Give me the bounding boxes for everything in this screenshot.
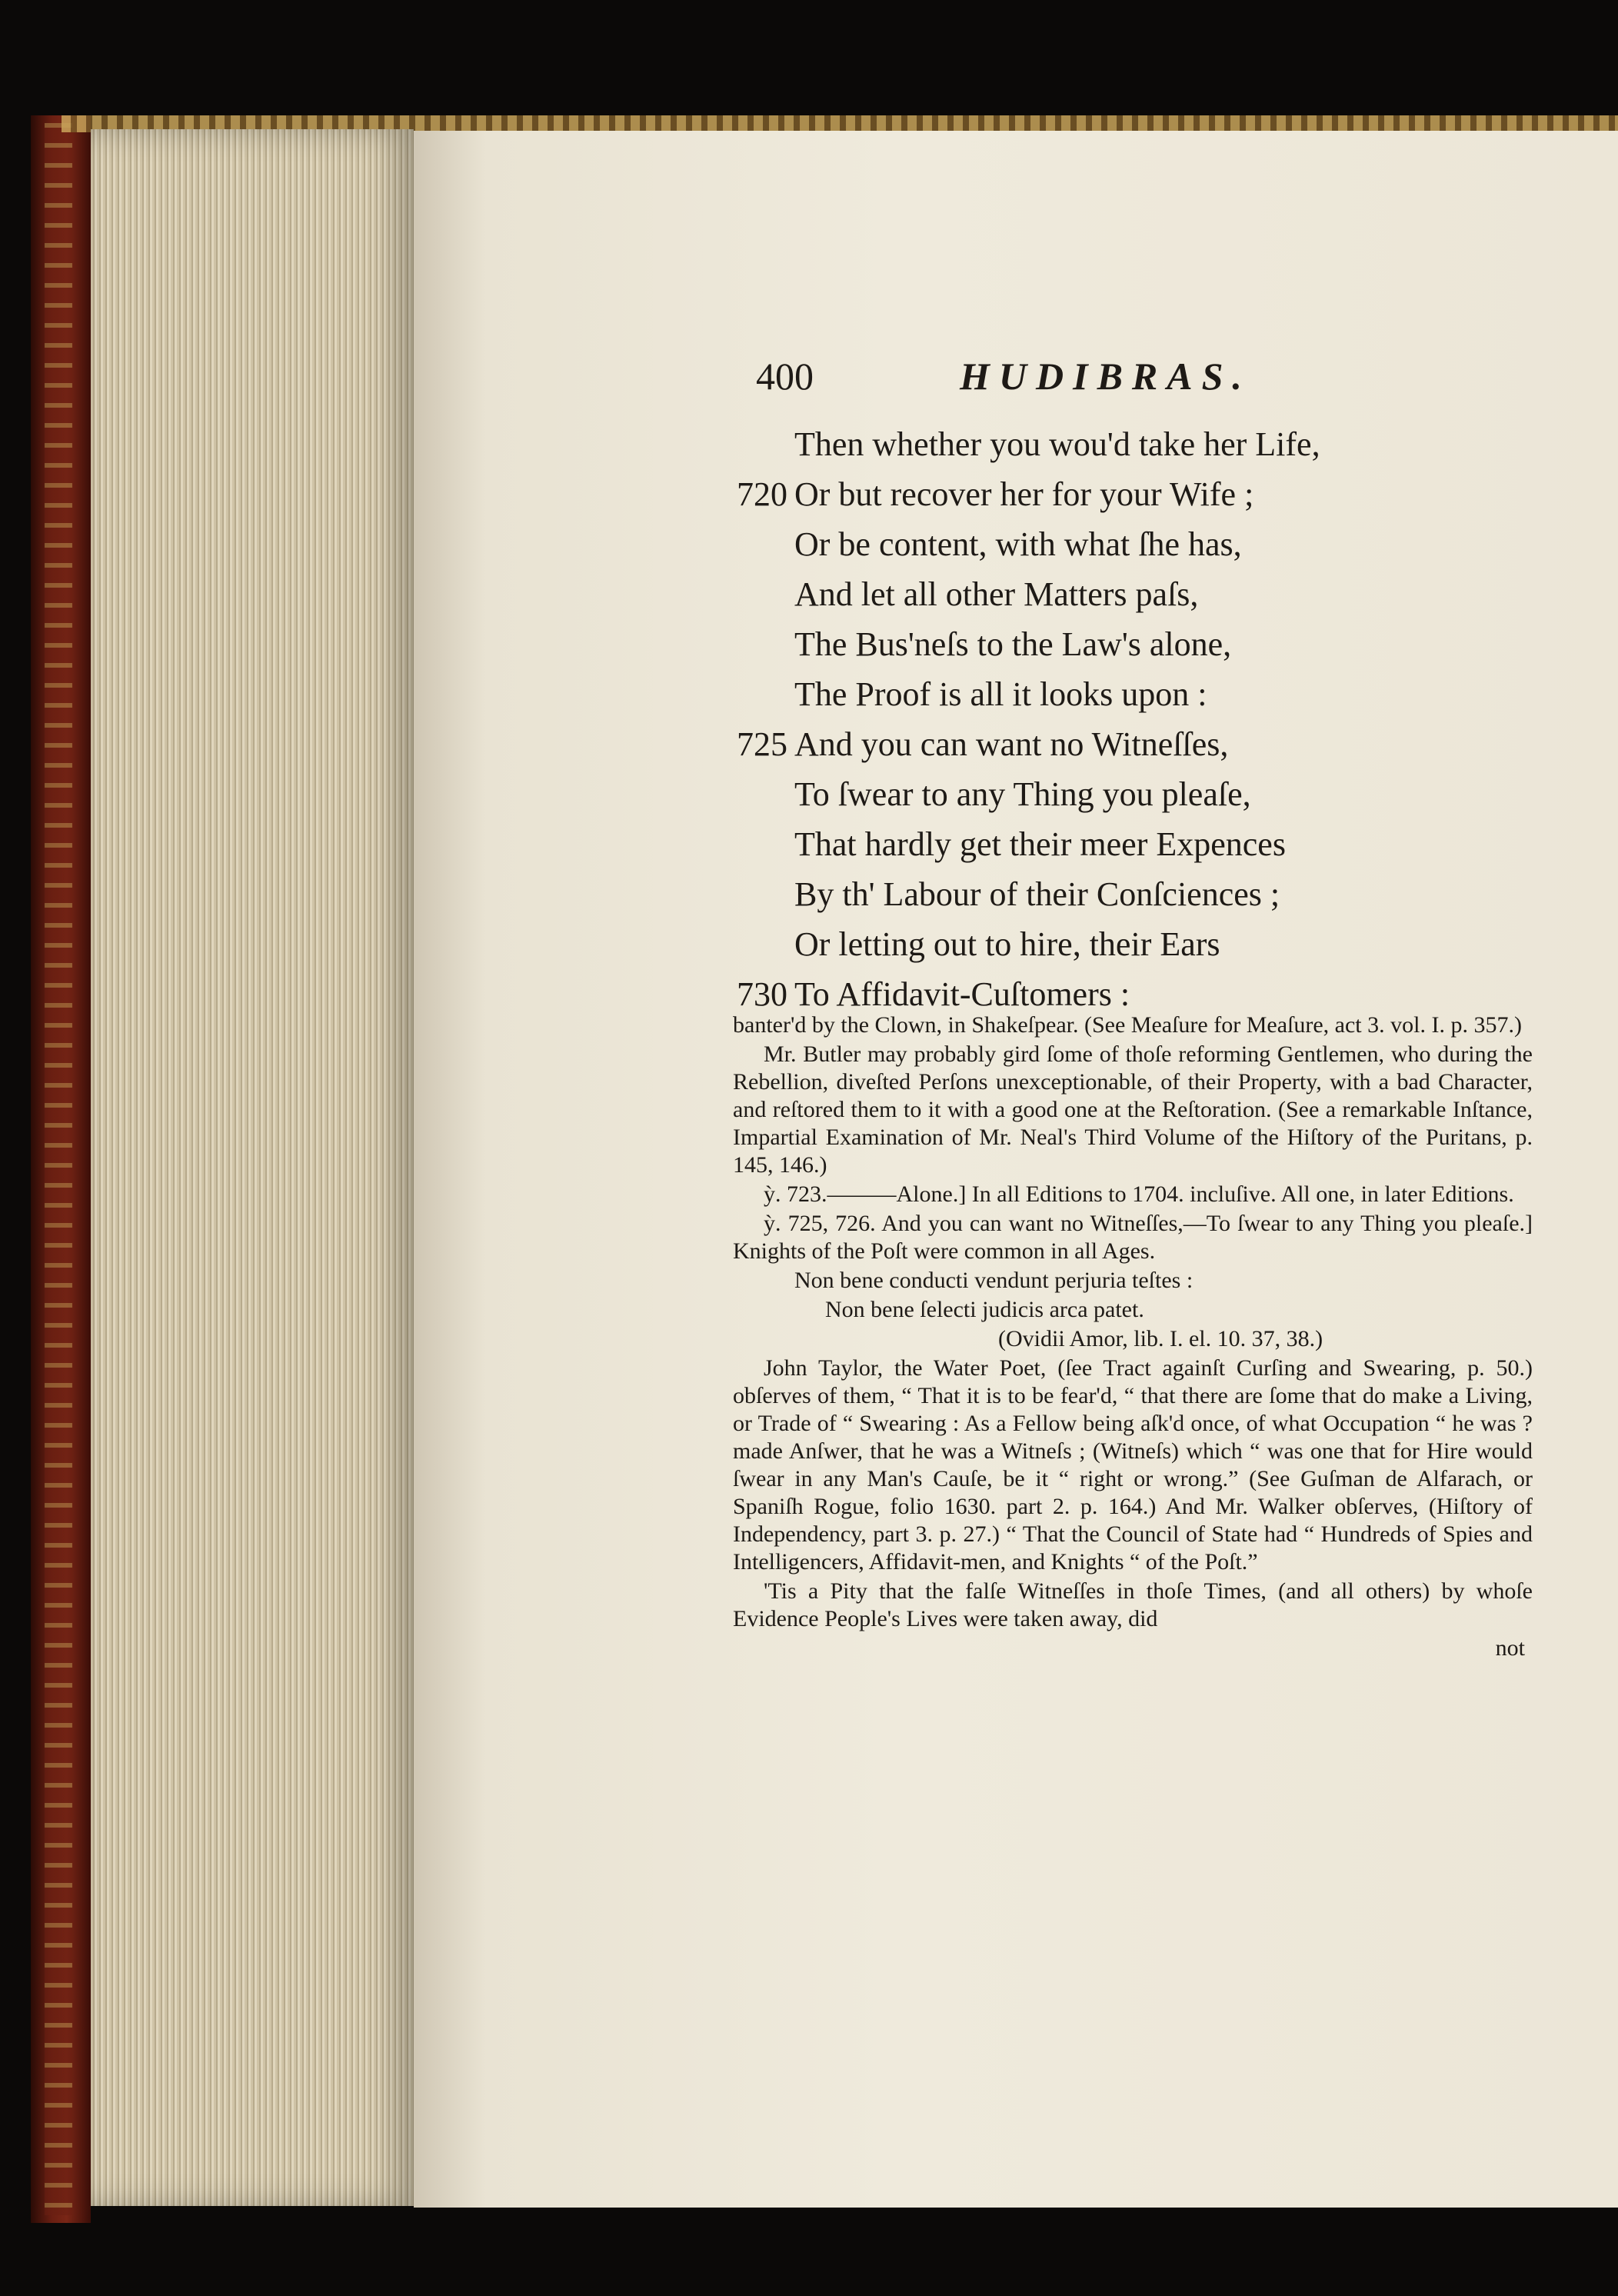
footnotes	[733, 1011, 1533, 1664]
line-number: 725	[737, 725, 787, 763]
footnote-paragraph: Mr. Butler may probably gird ſome of thoſe reforming Gentlemen, who during the Rebellion, diveſted Perſons unexceptionable, of their Property, with a bad Character, and reſtored them to it with a good one at the Reſtoration. (See a remarkable Inſtance, Impartial Examination of Mr. Neal's Third Volume of the Hiſtory of the Puritans, p. 145, 146.)	[733, 1041, 1533, 1178]
line-number: 720	[737, 475, 787, 513]
catchword: not	[1495, 1635, 1525, 1661]
verse-line: And let all other Matters paſs,	[794, 575, 1199, 613]
verse-line: 730 To Affidavit-Cuſtomers :	[737, 969, 1320, 1019]
verse-line: The Bus'neſs to the Law's alone,	[794, 625, 1232, 663]
verse-line: 725 And you can want no Witneſſes,	[737, 719, 1320, 769]
verse-line: Then whether you wou'd take her Life,	[794, 425, 1320, 463]
verse-line: Or letting out to hire, their Ears	[794, 925, 1220, 963]
verse-line: To ſwear to any Thing you pleaſe,	[794, 775, 1251, 813]
verse-line: By th' Labour of their Conſciences ;	[794, 875, 1280, 913]
page	[414, 131, 1618, 2208]
citation: (Ovidii Amor, lib. I. el. 10. 37, 38.)	[998, 1326, 1323, 1351]
latin-verse: Non bene conducti vendunt perjuria teſtes :	[794, 1268, 1194, 1293]
verse-line: 720 Or but recover her for your Wife ;	[737, 469, 1320, 519]
verse-line: That hardly get their meer Expences	[794, 825, 1286, 863]
line-number: 730	[737, 975, 787, 1013]
footnote-paragraph: John Taylor, the Water Poet, (ſee Tract againſt Curſing and Swearing, p. 50.) obſerves of them, “ That it is to be fear'd, “ that there are ſome that do make a Living, or Trade of “ Swearing : As a Fellow being aſk'd once, of what Occupation “ he was ? made Anſwer, that he was a Witneſs ; (Witneſs) which “ was one that for Hire would ſwear in any Man's Cauſe, be it “ right or wrong.” (See Guſman de Alfarach, or Spaniſh Rogue, folio 1630. part 2. p. 164.) And Mr. Walker obſerves, (Hiſtory of Independency, part 3. p. 27.) “ That the Council of State had “ Hundreds of Spies and Intelligencers, Affidavit-men, and Knights “ of the Poſt.”	[733, 1355, 1533, 1575]
verse-block	[737, 419, 1320, 1019]
footnote-paragraph: 'Tis a Pity that the falſe Witneſſes in thoſe Times, (and all others) by whoſe Evidence People's Lives were taken away, did	[733, 1578, 1533, 1631]
verse-line: Or be content, with what ſhe has,	[794, 525, 1242, 563]
page-number: 400	[756, 355, 814, 398]
book-cover-spine	[31, 115, 91, 2223]
latin-verse: Non bene ſelecti judicis arca patet.	[825, 1297, 1144, 1322]
footnote-paragraph: ỳ. 723.———Alone.] In all Editions to 1704. incluſive. All one, in later Editions.	[764, 1181, 1514, 1207]
footnote-paragraph: ỳ. 725, 726. And you can want no Witneſſes,—To ſwear to any Thing you pleaſe.] Knights of the Poſt were common in all Ages.	[733, 1211, 1533, 1264]
running-title: HUDIBRAS.	[960, 355, 1251, 398]
page-edges	[91, 129, 414, 2206]
verse-line: The Proof is all it looks upon :	[794, 675, 1207, 713]
footnote-paragraph: banter'd by the Clown, in Shakeſpear. (See Meaſure for Meaſure, act 3. vol. I. p. 357.)	[733, 1012, 1522, 1038]
book	[31, 115, 1618, 2223]
